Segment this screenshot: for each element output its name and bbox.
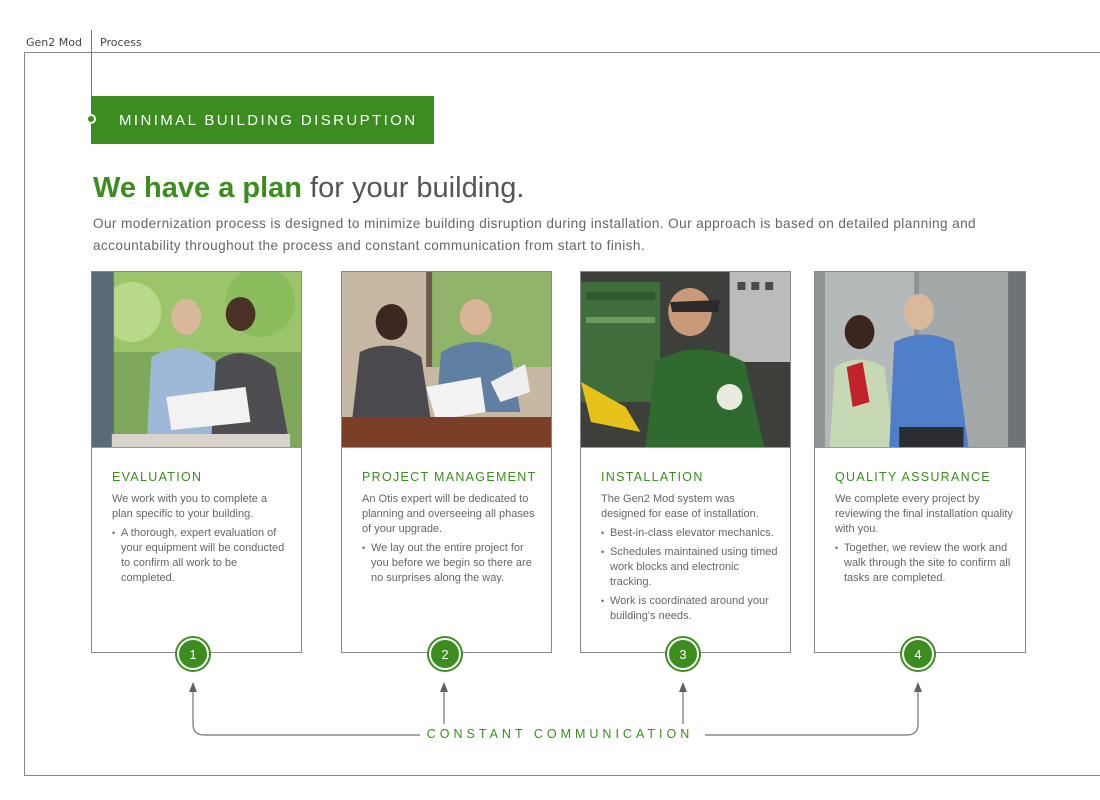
title-rest: for your building. (302, 172, 525, 204)
step-lead: We complete every project by reviewing the final installation quality with you. (835, 493, 1013, 535)
step-body (835, 492, 1013, 590)
step-number-badge: 2 (429, 638, 461, 670)
step-title: EVALUATION (112, 470, 203, 484)
step-bullet: • We lay out the entire project for you before we begin so there are no surprises along the way. (362, 541, 539, 586)
step-number-badge: 3 (667, 638, 699, 670)
step-card-project-management (341, 271, 552, 653)
breadcrumb-page: Process (100, 36, 142, 49)
step-lead: We work with you to complete a plan specific to your building. (112, 493, 268, 520)
step-body (601, 492, 778, 628)
step-card-quality-assurance (814, 271, 1026, 653)
step-bullet: • Together, we review the work and walk through the site to confirm all tasks are completed. (835, 541, 1013, 586)
step-bullet: • Work is coordinated around your building's needs. (601, 594, 778, 624)
communication-label: CONSTANT COMMUNICATION (420, 727, 700, 741)
evaluation-photo (92, 272, 301, 448)
section-banner-label: MINIMAL BUILDING DISRUPTION (119, 111, 418, 129)
step-body (362, 492, 539, 590)
quality-assurance-photo (815, 272, 1025, 448)
step-bullet: • A thorough, expert evaluation of your equipment will be conducted to confirm all work to be completed. (112, 526, 289, 586)
step-number-badge: 1 (177, 638, 209, 670)
step-title: INSTALLATION (601, 470, 704, 484)
banner-connector-dot (86, 114, 96, 124)
step-card-evaluation (91, 271, 302, 653)
step-body (112, 492, 289, 590)
step-number-badge: 4 (902, 638, 934, 670)
title-emphasis: We have a plan (93, 172, 302, 204)
step-lead: The Gen2 Mod system was designed for ease of installation. (601, 493, 759, 520)
step-title: QUALITY ASSURANCE (835, 470, 991, 484)
step-lead: An Otis expert will be dedicated to planning and overseeing all phases of your upgrade. (362, 493, 535, 535)
step-bullet: • Schedules maintained using timed work blocks and electronic tracking. (601, 545, 778, 590)
step-bullet: • Best-in-class elevator mechanics. (601, 526, 778, 541)
step-card-installation (580, 271, 791, 653)
installation-photo (581, 272, 790, 448)
intro-paragraph: Our modernization process is designed to minimize building disruption during installation. Our approach is based on detailed planning and accountability throughout the process and constant communication from start to finish. (93, 216, 977, 253)
page-title (93, 172, 524, 205)
project-management-photo (342, 272, 551, 448)
section-banner (91, 96, 434, 144)
step-title: PROJECT MANAGEMENT (362, 470, 537, 484)
breadcrumb-section: Gen2 Mod (26, 36, 82, 49)
